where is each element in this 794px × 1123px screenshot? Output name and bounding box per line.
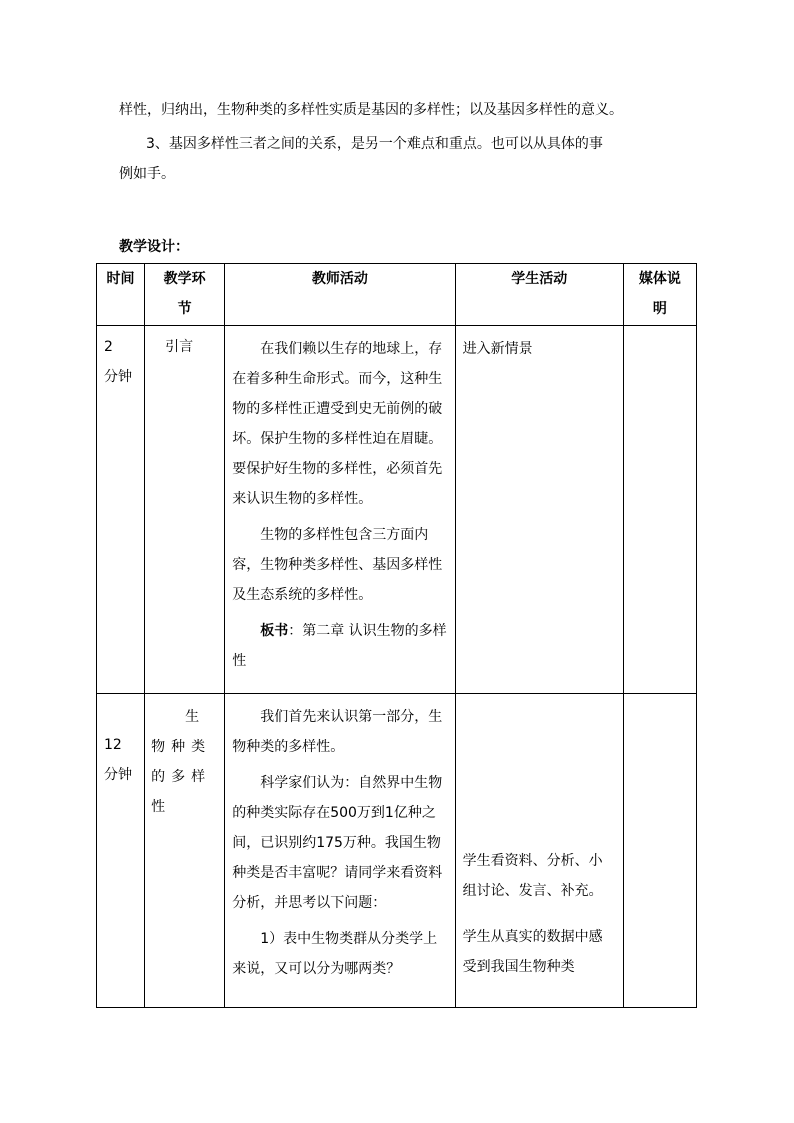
intro-line-2: 3、基因多样性三者之间的关系，是另一个难点和重点。也可以从具体的事 <box>146 136 603 152</box>
row2-stage: 生 物种类 的多样 性 <box>145 694 225 1008</box>
row1-teacher-p1: 在我们赖以生存的地球上，存在着多种生命形式。而今，这种生物的多样性正遭受到史无前例的破坏。保护生物的多样性迫在眉睫。要保护好生物的多样性，必须首先来认识生物的多样性。 <box>232 341 443 507</box>
intro-paragraph-1 <box>119 95 699 125</box>
table-header-row <box>97 264 697 326</box>
header-time: 时间 <box>97 264 145 326</box>
row2-media <box>623 694 696 1008</box>
row2-teacher-p1: 我们首先来认识第一部分，生物种类的多样性。 <box>232 709 443 755</box>
intro-line-3: 例如手。 <box>119 166 175 182</box>
row1-teacher-p2: 生物的多样性包含三方面内容，生物种类多样性、基因多样性及生态系统的多样性。 <box>232 527 443 603</box>
row2-student-p2: 学生从真实的数据中感受到我国生物种类 <box>462 929 603 975</box>
row1-student-activity: 进入新情景 <box>455 326 623 694</box>
table-row <box>97 326 697 694</box>
row1-stage: 引言 <box>145 326 225 694</box>
teaching-design-table <box>96 263 697 1008</box>
row2-teacher-activity <box>225 694 455 1008</box>
row2-teacher-p2: 科学家们认为：自然界中生物的种类实际存在500万到1亿种之间，已识别约175万种。我国生物种类是否丰富呢？请同学来看资料分析，并思考以下问题： <box>232 775 443 911</box>
board-label: 板书 <box>260 623 289 639</box>
row1-teacher-activity <box>225 326 455 694</box>
header-stage: 教学环 节 <box>145 264 225 326</box>
row1-time: 2 分钟 <box>97 326 145 694</box>
row2-time: 12 分钟 <box>97 694 145 1008</box>
header-media: 媒体说 明 <box>623 264 696 326</box>
row2-teacher-p3: 1）表中生物类群从分类学上来说，又可以分为哪两类？ <box>232 931 438 977</box>
row1-teacher-p3: 板书：第二章 认识生物的多样性 <box>232 623 447 669</box>
header-teacher-activity: 教师活动 <box>225 264 455 326</box>
intro-line-1: 样性，归纳出，生物种类的多样性实质是基因的多样性；以及基因多样性的意义。 <box>119 102 623 118</box>
intro-paragraph-2 <box>119 129 699 189</box>
section-title: 教学设计： <box>119 239 189 255</box>
row2-student-activity <box>455 694 623 1008</box>
table-row <box>97 694 697 1008</box>
row2-student-p1: 学生看资料、分析、小组讨论、发言、补充。 <box>462 853 603 899</box>
header-student-activity: 学生活动 <box>455 264 623 326</box>
row1-media <box>623 326 696 694</box>
